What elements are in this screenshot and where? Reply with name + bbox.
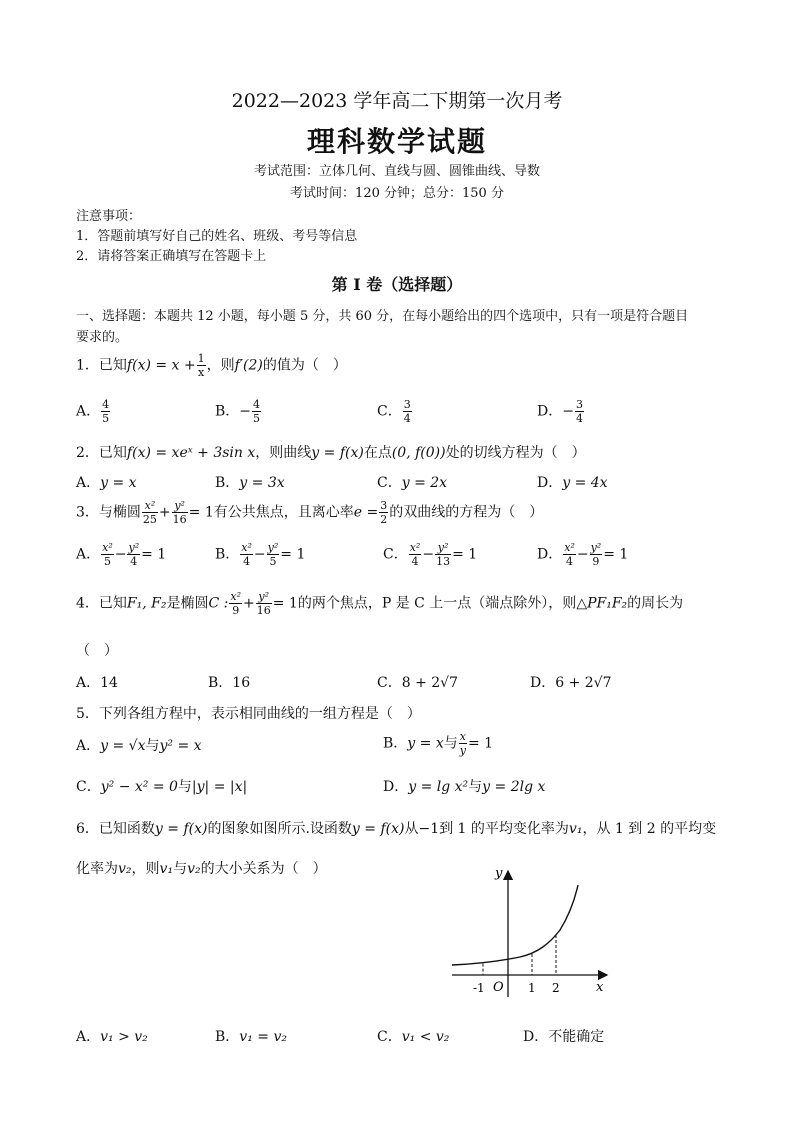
question-6-stem: 6．已知函数y = f(x)的图象如图所示.设函数y = f(x)从−1到 1 的平均变化率为v₁，从 1 到 2 的平均变 — [76, 821, 717, 837]
option-a: A． $\frac{4}{5}$ — [76, 398, 110, 425]
exam-title: 理科数学试题 — [306, 125, 487, 158]
function-graph — [450, 865, 615, 1000]
tick-label: 2 — [552, 981, 560, 995]
option-b: B．y = x与 $\frac{x}{y}$ = 1 — [383, 730, 494, 757]
option-d: D．− $\frac{3}{4}$ — [537, 398, 583, 425]
notes-heading: 注意事项： — [76, 209, 142, 224]
question-2-stem: 2．已知f(x) = xeˣ + 3sin x，则曲线y = f(x)在点(0, f(0))处的切线方程为（ ） — [76, 445, 586, 461]
option-c: C．8 + 2√7 — [377, 675, 458, 691]
section-instruction: 要求的。 — [76, 330, 129, 345]
option-d: D．不能确定 — [523, 1029, 605, 1045]
option-c: C．y = 2x — [377, 475, 448, 491]
option-b: B．16 — [208, 675, 251, 691]
question-6-stem-cont: 化率为v₂，则v₁与v₂的大小关系为（ ） — [76, 861, 327, 877]
question-4-paren: （ ） — [76, 643, 118, 659]
option-d: D．y = lg x²与y = 2lg x — [383, 779, 546, 795]
x-axis-label: x — [596, 980, 604, 995]
exam-time: 考试时间：120 分钟；总分：150 分 — [290, 186, 504, 201]
y-axis-label: y — [495, 866, 503, 881]
question-3-stem: 3．与椭圆 $\frac{\text{x²}}{25}$ + $\frac{\text{y²}}{16}$ = 1有公共焦点，且离心率e = $\frac{3}{2}$ 的双曲线的方程为（ ） — [76, 499, 544, 526]
option-c: C． $\frac{\text{x²}}{4}$ − $\frac{\text{y²}}{13}$ = 1 — [383, 541, 478, 568]
option-c: C．v₁ < v₂ — [377, 1029, 450, 1045]
origin-label: O — [493, 980, 504, 995]
question-1-stem: 1．已知f(x) = x + $\frac{1}{x}$ ，则f′(2)的值为（ ） — [76, 352, 347, 379]
function-curve — [452, 885, 578, 965]
question-4-stem: 4．已知F₁, F₂是椭圆C : $\frac{\text{x²}}{9}$ + $\frac{\text{y²}}{16}$ = 1的两个焦点，P 是 C 上一点（端点除外），则△PF₁F₂的周长为 — [76, 590, 684, 617]
exam-header: 2022—2023 学年高二下期第一次月考 — [231, 90, 563, 112]
option-b: B．v₁ = v₂ — [215, 1029, 287, 1045]
tick-label: -1 — [473, 981, 485, 995]
exam-scope: 考试范围：立体几何、直线与圆、圆锥曲线、导数 — [253, 164, 540, 179]
option-b: B．y = 3x — [215, 475, 285, 491]
option-a: A．14 — [76, 675, 118, 691]
notes-item: 2．请将答案正确填写在答题卡上 — [76, 249, 267, 264]
option-d: D．y = 4x — [537, 475, 608, 491]
option-b: B． $\frac{\text{x²}}{4}$ − $\frac{\text{y²}}{5}$ = 1 — [215, 541, 306, 568]
option-a: A．y = x — [76, 475, 137, 491]
option-b: B．− $\frac{4}{5}$ — [215, 398, 261, 425]
option-a: A． $\frac{\text{x²}}{5}$ − $\frac{\text{y²}}{4}$ = 1 — [76, 541, 167, 568]
option-d: D． $\frac{\text{x²}}{4}$ − $\frac{\text{y²}}{9}$ = 1 — [537, 541, 629, 568]
question-5-stem: 5．下列各组方程中，表示相同曲线的一组方程是（ ） — [76, 706, 421, 722]
section-instruction: 一、选择题：本题共 12 小题，每小题 5 分，共 60 分，在每小题给出的四个选项中，只有一项是符合题目 — [76, 309, 689, 324]
tick-label: 1 — [528, 981, 536, 995]
option-c: C．y² − x² = 0与|y| = |x| — [76, 779, 248, 795]
option-a: A．v₁ > v₂ — [76, 1029, 148, 1045]
option-d: D．6 + 2√7 — [530, 675, 612, 691]
option-a: A．y = √x与y² = x — [76, 738, 202, 754]
notes-item: 1．答题前填写好自己的姓名、班级、考号等信息 — [76, 229, 358, 244]
option-c: C． $\frac{3}{4}$ — [377, 398, 411, 425]
section-title: 第 I 卷（选择题） — [331, 275, 463, 294]
